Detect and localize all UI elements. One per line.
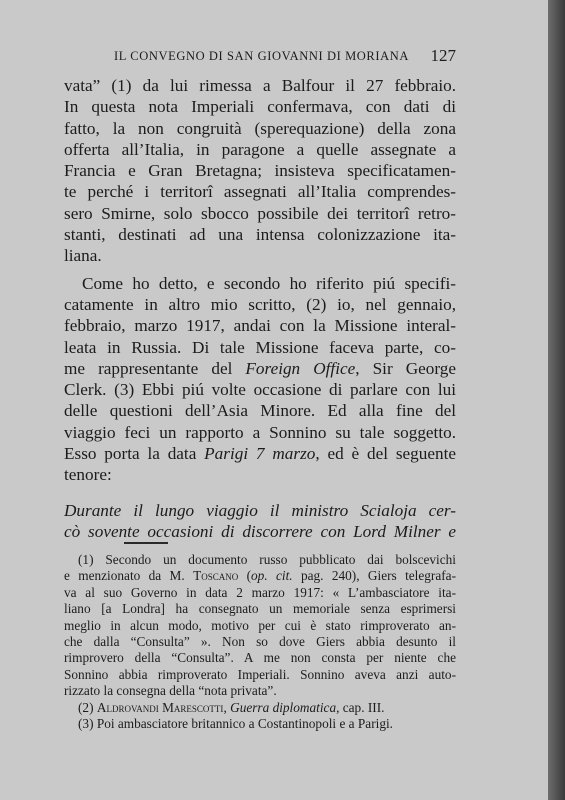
text-segment: Esso porta la data xyxy=(64,444,205,464)
text-segment: pag. 240), Giers telegrafa- xyxy=(292,568,456,584)
text-line: febbraio, marzo 1917, andai con la Missione interal- xyxy=(64,316,456,336)
text-segment: me rappresentante del xyxy=(64,358,246,378)
running-title: IL CONVEGNO DI SAN GIOVANNI DI MORIANA xyxy=(114,49,410,63)
text-segment: , cap. III. xyxy=(336,699,385,715)
text-segment: (2) xyxy=(78,699,97,715)
italic-date: Parigi 7 marzo xyxy=(204,444,316,464)
citation-abbrev: op. cit. xyxy=(251,568,293,584)
text-segment: , xyxy=(223,699,231,715)
author-name: Toscano xyxy=(193,568,239,584)
footnote-line: (1) Secondo un documento russo pubblicato dai bolscevichi xyxy=(78,552,456,567)
footnote-line: liano [a Londra] ha consegnato un memoriale senza esprimersi xyxy=(64,601,456,617)
text-line: In questa nota Imperiali confermava, con dati di xyxy=(64,97,456,117)
author-name: Aldrovandi Marescotti xyxy=(96,699,224,715)
footnote-line: va al suo Governo in data 2 marzo 1917: « L’ambasciatore ita- xyxy=(64,584,456,600)
page-header xyxy=(64,46,456,69)
text-segment: , ed è del seguente xyxy=(315,444,456,464)
text-segment: ( xyxy=(238,568,252,584)
text-line: Clerk. (3) Ebbi piú volte occasione di parlare con lui xyxy=(64,380,456,400)
footnote-line: meglio in alcun modo, motivo per cui è stato rimproverato an- xyxy=(64,617,456,633)
text-line: stanti, destinati ad una intensa colonizzazione ita- xyxy=(64,225,456,245)
text-line: sero Smirne, solo sbocco possibile dei territorî retro- xyxy=(64,203,456,223)
footnote-line: Sonnino abbia rimproverato Imperiali. Sonnino aveva anzi auto- xyxy=(64,666,456,682)
text-line: tenore: xyxy=(64,465,112,485)
footnote-line: che dalla “Consulta” ». Non so dove Giers abbia desunto il xyxy=(64,633,456,649)
text-line: delle questioni dell’Asia Minore. Ed alla fine del xyxy=(64,401,456,421)
footnote-line: (3) Poi ambasciatore britannico a Costantinopoli e a Parigi. xyxy=(78,715,393,731)
text-line: viaggio feci un rapporto a Sonnino su tale soggetto. xyxy=(64,422,456,442)
footnote-rule xyxy=(124,542,168,544)
text-line: Francia e Gran Bretagna; insisteva specificatamen- xyxy=(64,161,456,181)
text-line xyxy=(64,443,456,464)
quote-line: Durante il lungo viaggio il ministro Scialoja cer- xyxy=(64,500,456,520)
page-number: 127 xyxy=(430,46,456,65)
text-segment: e menzionato da M. xyxy=(64,568,194,584)
italic-phrase: Foreign Office xyxy=(245,358,356,378)
page-edge-shadow xyxy=(548,0,565,800)
footnote-line xyxy=(64,568,456,584)
text-line: liana. xyxy=(64,246,102,266)
text-line: catamente in altro mio scritto, (2) io, nel gennaio, xyxy=(64,294,456,314)
book-title: Guerra diplomatica xyxy=(230,699,337,715)
paragraph-gap xyxy=(64,486,456,500)
text-segment: , Sir George xyxy=(355,358,456,378)
footnote-line: rimprovero della “Consulta”. A me non consta per niente che xyxy=(64,650,456,666)
text-line xyxy=(64,358,456,379)
text-line: leata in Russia. Di tale Missione faceva parte, co- xyxy=(64,337,456,357)
footnotes xyxy=(64,552,456,732)
footnote-line xyxy=(64,700,456,716)
body-text xyxy=(64,75,456,542)
text-line: Come ho detto, e secondo ho riferito piú specifi- xyxy=(82,273,456,293)
text-line: offerta all’Italia, in paragone a quelle assegnate a xyxy=(64,139,456,159)
text-line: fatto, la non congruità (sperequazione) della zona xyxy=(64,118,456,138)
text-line: te perché i territorî assegnati all’Italia comprendes- xyxy=(64,182,456,202)
quote-line: cò sovente occasioni di discorrere con Lord Milner e xyxy=(64,521,456,541)
footnote-line: rizzato la consegna della “nota privata”. xyxy=(64,683,277,699)
text-line: vata” (1) da lui rimessa a Balfour il 27 febbraio. xyxy=(64,76,456,95)
